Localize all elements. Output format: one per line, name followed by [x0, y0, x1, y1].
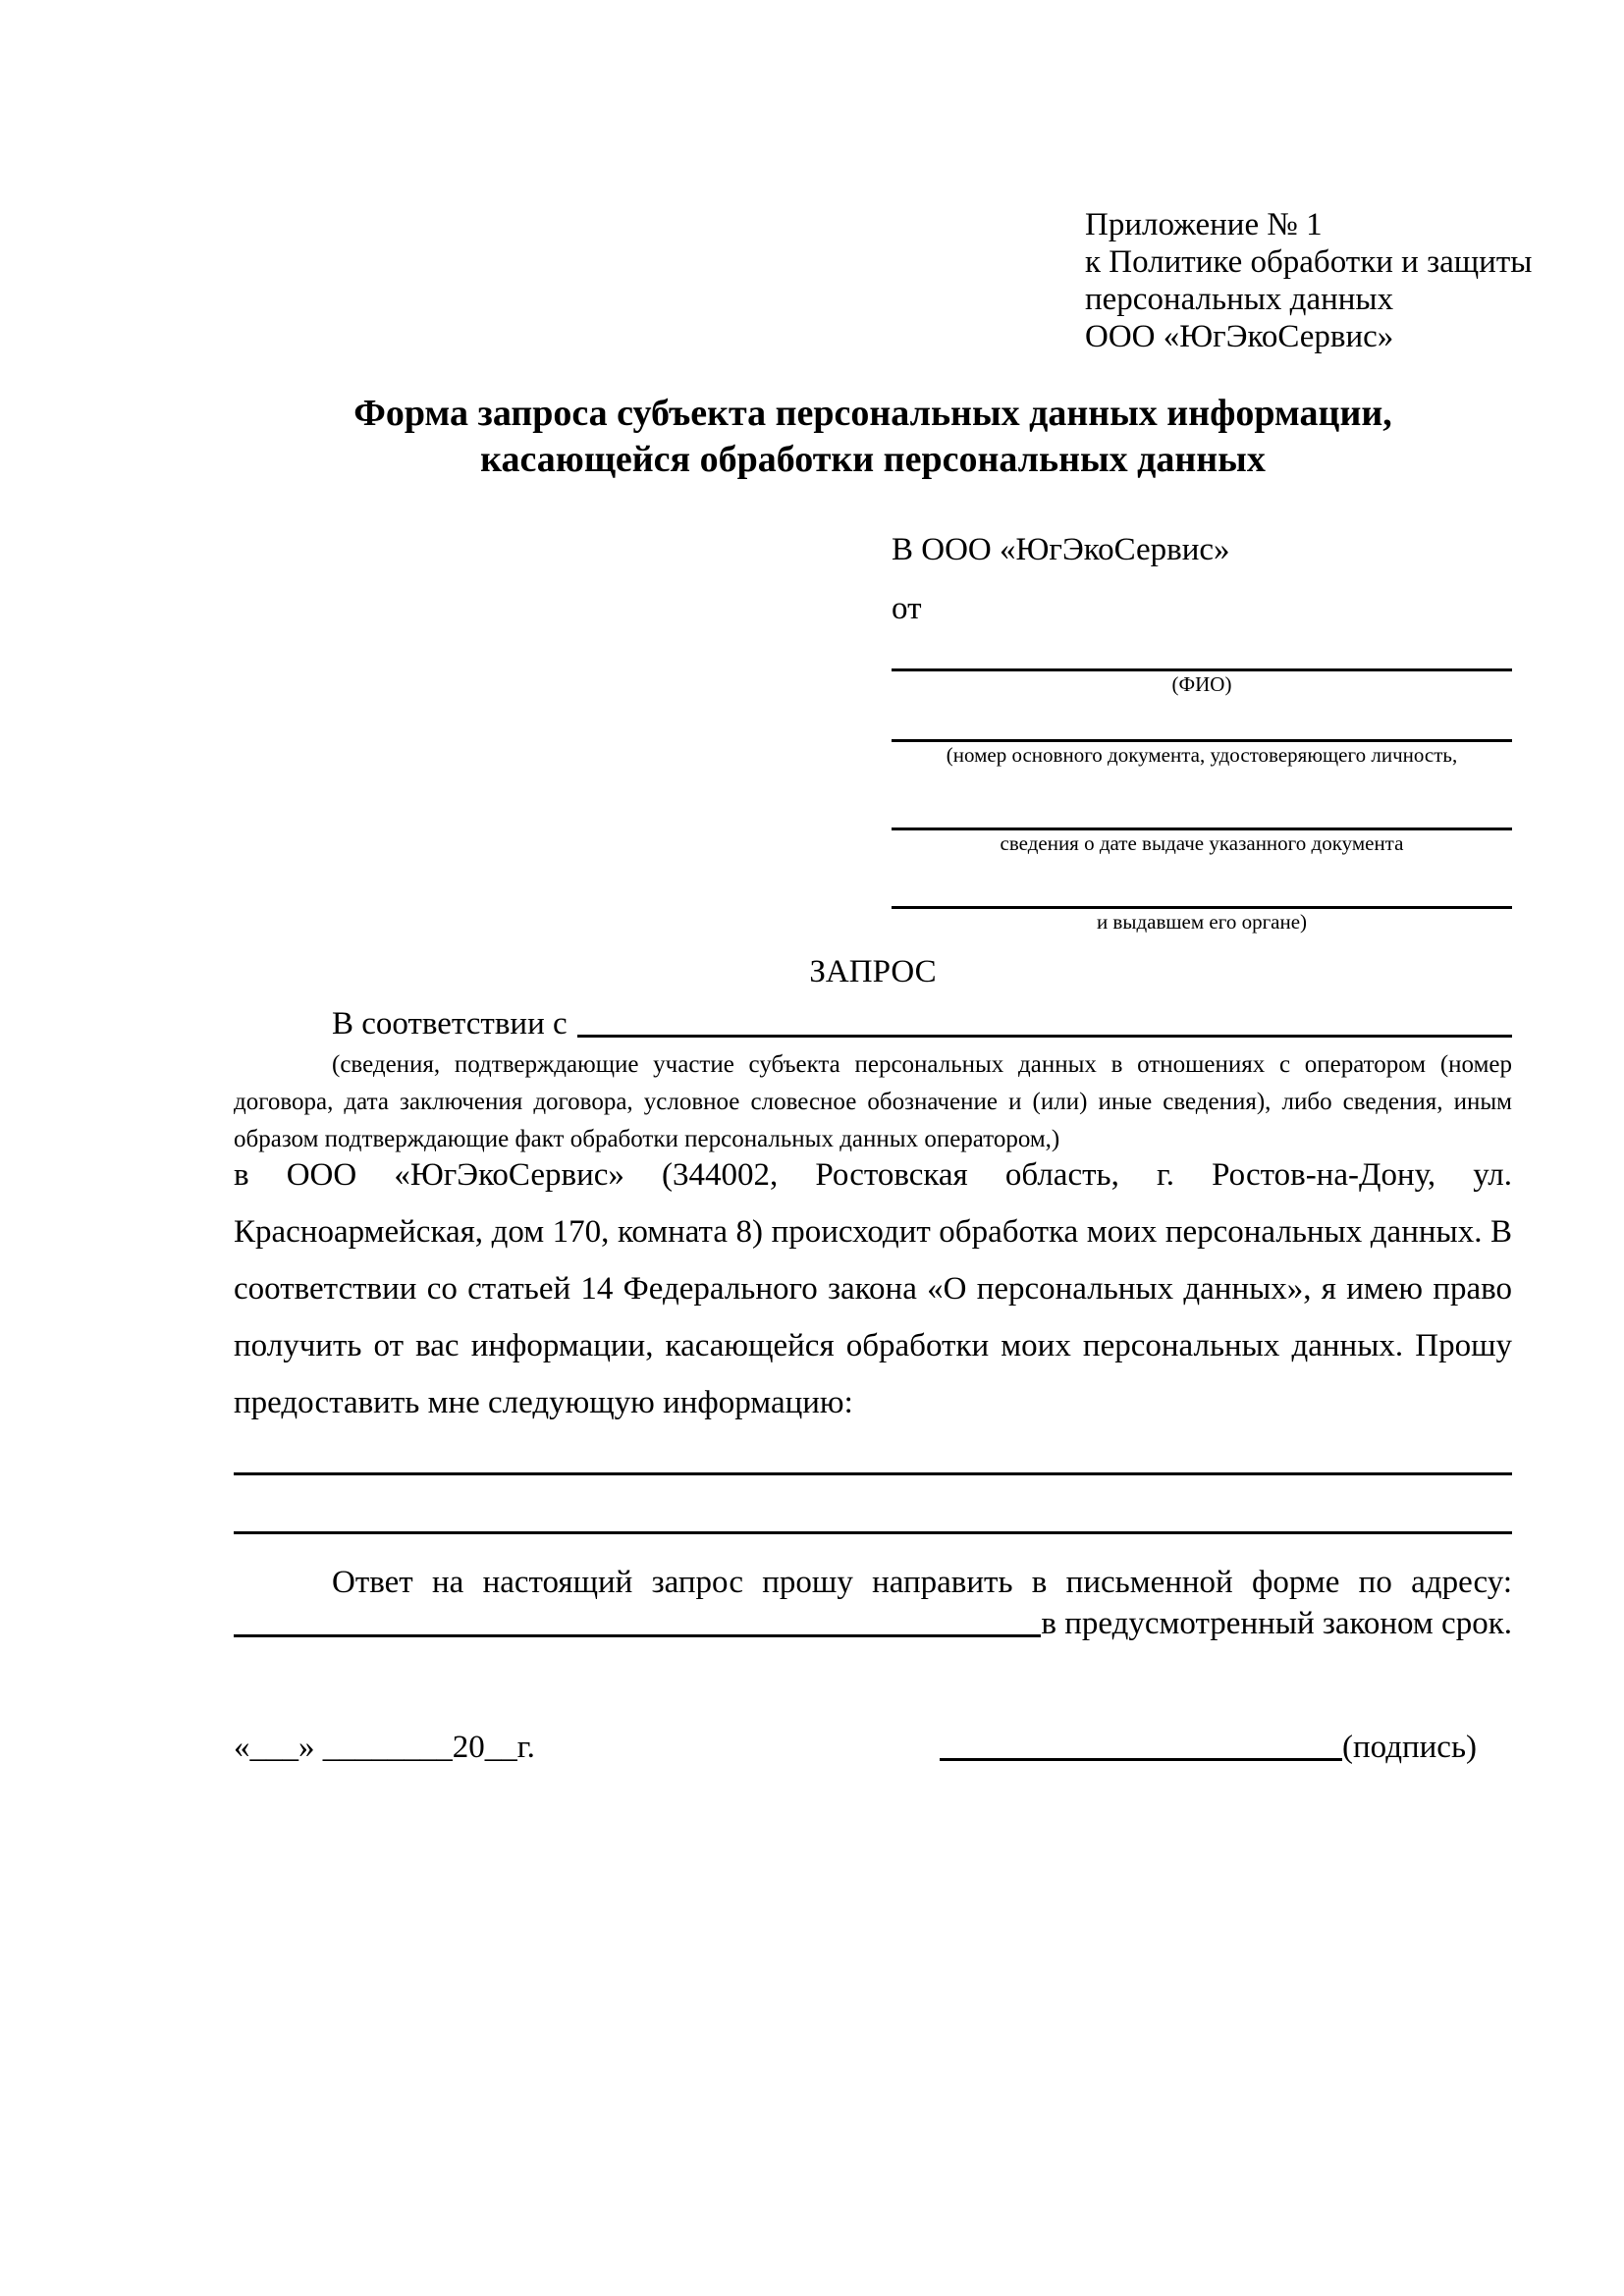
signature-line — [940, 1758, 1342, 1761]
appendix-line: Приложение № 1 — [1085, 207, 1323, 242]
signature-caption: (подпись) — [1342, 1730, 1477, 1765]
basis-label: В соответствии с — [332, 1006, 568, 1041]
issuing-authority-field — [892, 906, 1512, 935]
basis-row — [234, 997, 1512, 1042]
date-signature-row — [234, 1723, 1512, 1766]
issue-date-field — [892, 828, 1512, 857]
appendix-line: к Политике обработки и защиты — [1085, 244, 1533, 280]
request-body-paragraph: в ООО «ЮгЭкоСервис» (344002, Ростовская область, г. Ростов-на-Дону, ул. Красноармейская, дом 170, комната 8) происходит обработка моих персональных данных. В соответствии со статьей 14 Федерального закона «О персональных данных», я имею право получить от вас информации, касающейся обработки моих персональных данных. Прошу предоставить мне следующую информацию: — [234, 1157, 1512, 1420]
document-number-caption: (номер основного документа, удостоверяющего личность, — [946, 743, 1458, 767]
fio-caption: (ФИО) — [1171, 672, 1232, 696]
info-fill-line-1 — [234, 1472, 1512, 1475]
reply-deadline-text: в предусмотренный законом срок. — [1041, 1606, 1512, 1641]
reply-address-row — [234, 1585, 1512, 1642]
address-fill-line — [234, 1634, 1041, 1637]
date-blank-text: «___» ________20__г. — [234, 1730, 535, 1765]
issue-date-caption: сведения о дате выдаче указанного документа — [1000, 831, 1404, 855]
addressee-from-label: от — [892, 591, 922, 626]
document-number-field — [892, 739, 1512, 769]
issuing-authority-caption: и выдавшем его органе) — [1096, 910, 1308, 934]
title-line-2: касающейся обработки персональных данных — [480, 439, 1266, 480]
document-title — [234, 391, 1512, 483]
appendix-line: персональных данных — [1085, 282, 1394, 317]
signature-group — [940, 1730, 1477, 1766]
addressee-to: В ООО «ЮгЭкоСервис» — [892, 532, 1230, 567]
fio-field — [892, 668, 1512, 698]
title-line-1: Форма запроса субъекта персональных данных информации, — [353, 393, 1392, 434]
fine-print-note: (сведения, подтверждающие участие субъекта персональных данных в отношениях с оператором (номер договора, дата заключения договора, условное словесное обозначение и (или) иные сведения), либо сведения, иным образом подтверждающие факт обработки персональных данных оператором,) — [234, 1051, 1512, 1152]
basis-fill-line — [577, 1035, 1512, 1038]
reply-request-line: Ответ на настоящий запрос прошу направить в письменной форме по адресу: — [332, 1565, 1512, 1600]
appendix-header — [1085, 206, 1532, 355]
info-fill-line-2 — [234, 1531, 1512, 1534]
request-heading: ЗАПРОС — [809, 954, 937, 989]
appendix-line: ООО «ЮгЭкоСервис» — [1085, 319, 1394, 354]
